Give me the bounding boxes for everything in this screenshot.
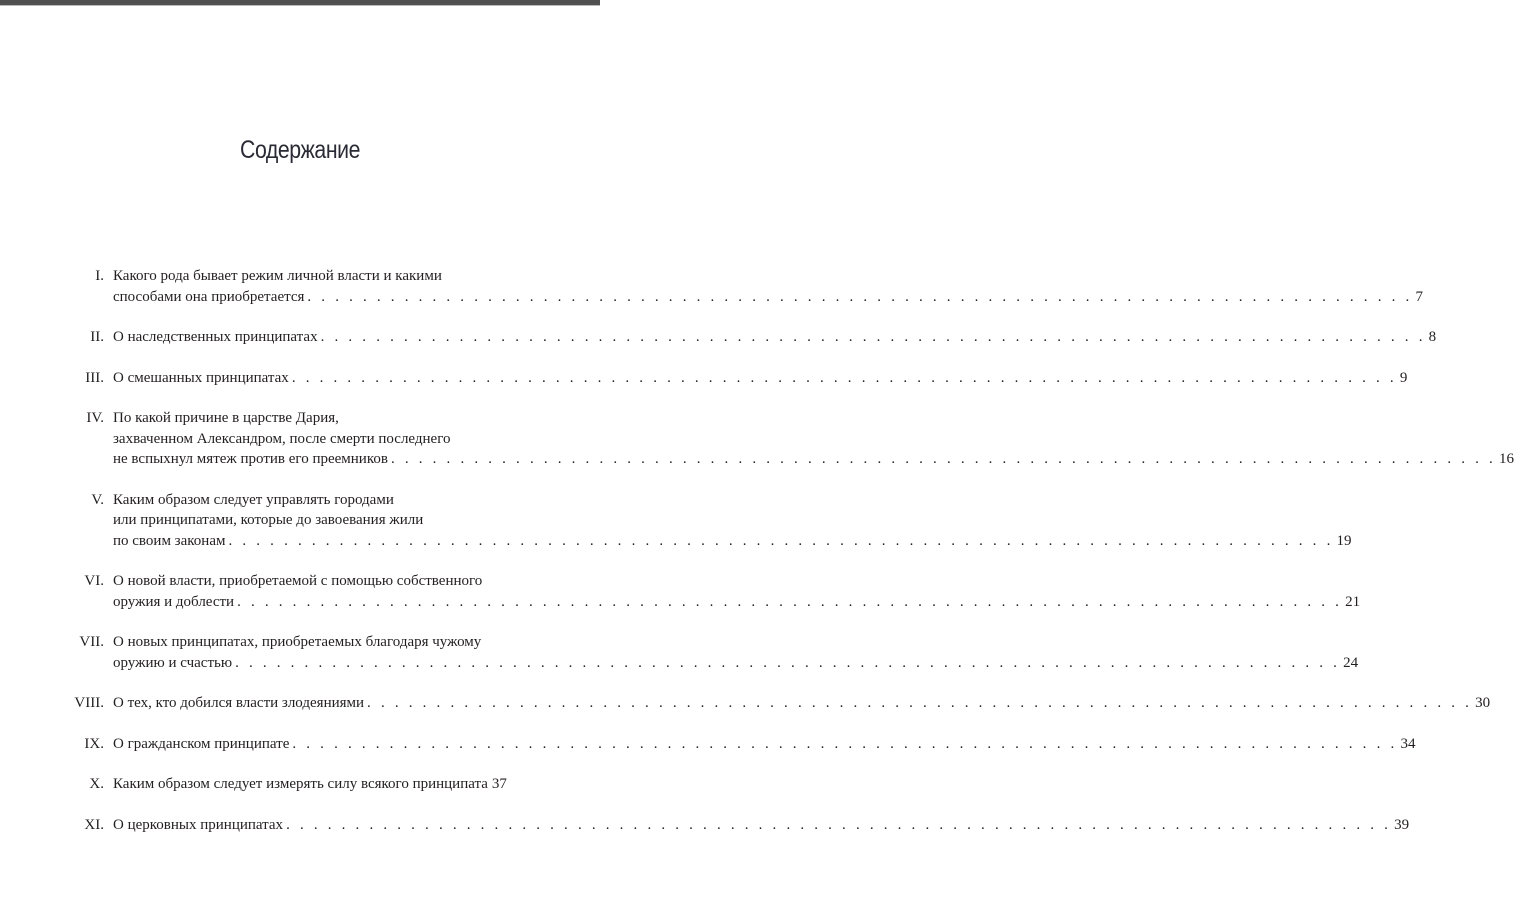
chapter-title: [113, 490, 1352, 552]
toc-entry[interactable]: [60, 693, 1491, 714]
chapter-title: [113, 571, 1361, 612]
chapter-title: [113, 734, 1416, 755]
page-number: 21: [1345, 593, 1361, 610]
chapter-title: [113, 368, 1408, 389]
page-number: 37: [491, 776, 507, 792]
chapter-title: [113, 815, 1410, 836]
page-number: 16: [1499, 451, 1514, 467]
toc-entry[interactable]: [60, 368, 1408, 389]
chapter-number: VI.: [84, 573, 104, 589]
chapter-title-line: О новой власти, приобретаемой с помощью собственного: [113, 573, 483, 589]
chapter-title-line: О новых принципатах, приобретаемых благодаря чужому: [113, 634, 482, 650]
page-number: 7: [1415, 288, 1423, 305]
chapter-title: [113, 693, 1491, 714]
chapter-title-line: оружию и счастью: [113, 654, 233, 671]
chapter-number: X.: [89, 776, 104, 792]
leader-dots: . . . . . . . . . . . . . . . . . . . . . . . . . . . . . . . . . . . . . . . . . . . . . . . . . . . . . . . . . . . . . . . . . . . . . . . . . . . . . . . .: [228, 532, 1334, 549]
chapter-number: IV.: [86, 410, 104, 426]
toc-entry[interactable]: [60, 266, 1423, 307]
chapter-title-line: оружия и доблести: [113, 593, 235, 610]
toc-entry[interactable]: [60, 734, 1416, 755]
chapter-title-line: О наследственных принципатах: [113, 329, 318, 345]
toc-entry[interactable]: [60, 327, 1437, 348]
page-number: 19: [1336, 532, 1352, 549]
table-of-contents: [60, 266, 1514, 855]
chapter-number: VIII.: [74, 695, 104, 711]
chapter-number: V.: [91, 491, 104, 508]
page-title: Содержание: [240, 136, 360, 164]
chapter-title-line: или принципатами, которые до завоевания жили: [113, 512, 424, 528]
chapter-number: IX.: [84, 735, 104, 752]
page-number: 39: [1394, 816, 1410, 833]
page-number: 8: [1428, 329, 1437, 345]
toc-entry[interactable]: [60, 774, 557, 795]
chapter-number: I.: [95, 268, 104, 284]
leader-dots: . . . . . . . . . . . . . . . . . . . . . . . . . . . . . . . . . . . . . . . . . . . . . . . . . . . . . . . . . . . . . . . . . . . . . . . . . . . . . . . .: [237, 593, 1343, 610]
top-bar: [0, 0, 600, 6]
toc-entry[interactable]: [60, 408, 1514, 470]
chapter-title-line: по своим законам: [113, 532, 226, 549]
chapter-title-line: Каким образом следует управлять городами: [113, 491, 394, 508]
chapter-title-line: способами она приобретается: [113, 288, 305, 305]
chapter-title-line: не вспыхнул мятеж против его преемников: [113, 451, 388, 467]
chapter-title-line: О гражданском принципате: [113, 735, 290, 752]
chapter-title-line: захваченном Александром, после смерти последнего: [113, 430, 451, 447]
leader-dots: . . . . . . . . . . . . . . . . . . . . . . . . . . . . . . . . . . . . . . . . . . . . . . . . . . . . . . . . . . . . . . . . . . . . . . . . . . . . . . . .: [292, 735, 1398, 752]
chapter-title: [113, 774, 557, 795]
page-number: 9: [1399, 369, 1408, 386]
toc-entry[interactable]: [60, 815, 1410, 836]
chapter-number: XI.: [84, 816, 104, 833]
leader-dots: . . . . . . . . . . . . . . . . . . . . . . . . . . . . . . . . . . . . . . . . . . . . . . . . . . . . . . . . . . . . . . . . . . . . . . . . . . . . . . . .: [286, 816, 1392, 833]
chapter-title-line: О церковных принципатах: [113, 816, 284, 833]
chapter-title-line: Каким образом следует измерять силу всякого принципата: [113, 776, 488, 792]
chapter-number: III.: [85, 369, 104, 386]
leader-dots: . . . . . . . . . . . . . . . . . . . . . . . . . . . . . . . . . . . . . . . . . . . . . . . . . . . . . . . . . . . . . . . . . . . . . . . . . . . . . . . .: [291, 369, 1397, 386]
chapter-title-line: О тех, кто добился власти злодеяниями: [113, 695, 365, 711]
leader-dots: . . . . . . . . . . . . . . . . . . . . . . . . . . . . . . . . . . . . . . . . . . . . . . . . . . . . . . . . . . . . . . . . . . . . . . . . . . . . . . . .: [235, 654, 1341, 671]
chapter-title-line: Какого рода бывает режим личной власти и какими: [113, 268, 442, 284]
leader-dots: . . . . . . . . . . . . . . . . . . . . . . . . . . . . . . . . . . . . . . . . . . . . . . . . . . . . . . . . . . . . . . . . . . . . . . . . . . . . . . . .: [390, 451, 1497, 467]
toc-entry[interactable]: [60, 632, 1359, 673]
toc-entry[interactable]: [60, 571, 1361, 612]
chapter-number: II.: [90, 329, 104, 345]
chapter-title: [113, 327, 1437, 348]
page-number: 34: [1400, 735, 1416, 752]
toc-entry[interactable]: [60, 490, 1352, 552]
chapter-title: [113, 632, 1359, 673]
leader-dots: . . . . . . . . . . . . . . . . . . . . . . . . . . . . . . . . . . . . . . . . . . . . . . . . . . . . . . . . . . . . . . . . . . . . . . . . . . . . . . . .: [307, 288, 1413, 305]
page-number: 24: [1343, 654, 1359, 671]
chapter-number: VII.: [79, 634, 104, 650]
leader-dots: . . . . . . . . . . . . . . . . . . . . . . . . . . . . . . . . . . . . . . . . . . . . . . . . . . . . . . . . . . . . . . . . . . . . . . . . . . . . . . . .: [367, 695, 1473, 711]
chapter-title-line: По какой причине в царстве Дария,: [113, 410, 339, 426]
leader-dots: . . . . . . . . . . . . . . . . . . . . . . . . . . . . . . . . . . . . . . . . . . . . . . . . . . . . . . . . . . . . . . . . . . . . . . . . . . . . . . . .: [320, 329, 1426, 345]
chapter-title-line: О смешанных принципатах: [113, 369, 289, 386]
chapter-title: [113, 266, 1423, 307]
chapter-title: [113, 408, 1514, 470]
page-number: 30: [1475, 695, 1491, 711]
